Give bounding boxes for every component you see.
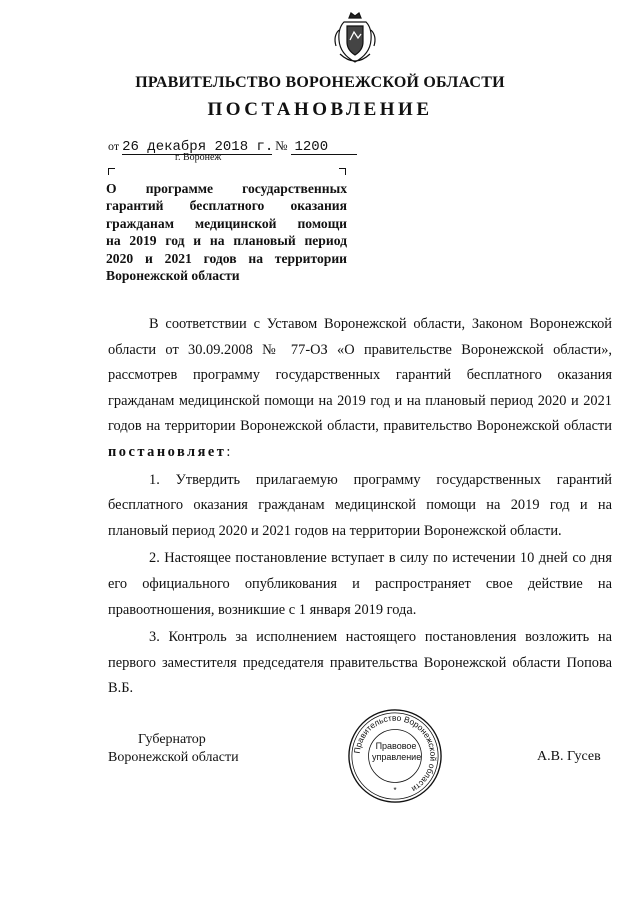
decree-word: постановляет: [108, 443, 227, 460]
date-from-label: от: [108, 139, 120, 153]
city-label: г. Воронеж: [175, 152, 222, 163]
stamp-inner-line2: управление: [372, 752, 422, 762]
stamp-inner-text: [372, 741, 420, 763]
signatory-title-line2: Воронежской области: [108, 750, 239, 765]
subject-line: гарантий бесплатного оказания: [106, 198, 347, 214]
stamp-ring-text: Правительство Воронежской области: [351, 712, 439, 795]
subject-line: гражданам медицинской помощи: [106, 215, 347, 231]
signatory-title-line1: Губернатор: [138, 732, 206, 747]
document-number: 1200: [291, 140, 357, 155]
decree-item-3: 3. Контроль за исполнением настоящего постановления возложить на первого заместителя председателя правительства Воронежской области Попова В.Б.: [108, 629, 612, 697]
subject-corner-right: [339, 168, 346, 175]
subject-line: 2020 и 2021 годов на территории: [106, 250, 347, 266]
document-date: 26 декабря 2018 г.: [122, 139, 274, 155]
document-body: [108, 312, 612, 702]
decree-colon: :: [226, 443, 231, 460]
document-subject: [106, 180, 347, 284]
preamble-text: В соответствии с Уставом Воронежской области, Законом Воронежской области от 30.09.2008 № 77-ОЗ «О правительстве Воронежской области», рассмотрев программу государственных гарантий бесплатного оказания гражданам медицинской помощи на 2019 год и на плановый период 2020 и 2021 годов на территории Воронежской области, правительство Воронежской области: [108, 316, 612, 435]
dateline: [108, 138, 357, 155]
decree-item-1: 1. Утвердить прилагаемую программу государственных гарантий бесплатного оказания гражданам медицинской помощи на 2019 год и на плановый период 2020 и 2021 годов на территории Воронежской области.: [108, 471, 612, 539]
stamp-inner-line1: Правовое: [375, 741, 417, 751]
subject-line: О программе государственных: [106, 181, 347, 196]
number-label: №: [275, 138, 288, 153]
subject-line: на 2019 год и на плановый период: [106, 233, 347, 249]
signatory-title: [108, 731, 239, 767]
organization-title: ПРАВИТЕЛЬСТВО ВОРОНЕЖСКОЙ ОБЛАСТИ: [135, 74, 505, 91]
signatory-name: А.В. Гусев: [537, 749, 601, 764]
voronezh-coat-of-arms-icon: [330, 10, 380, 66]
subject-corner-left: [108, 168, 115, 175]
decree-item-2: 2. Настоящее постановление вступает в силу по истечении 10 дней со дня его официального опубликования и распространяет свое действие на правоотношения, возникшие с 1 января 2019 года.: [108, 550, 612, 618]
stamp-star: *: [393, 786, 397, 796]
subject-line: Воронежской области: [106, 268, 240, 284]
preamble-paragraph: [108, 312, 612, 466]
document-type: ПОСТАНОВЛЕНИЕ: [207, 99, 433, 120]
